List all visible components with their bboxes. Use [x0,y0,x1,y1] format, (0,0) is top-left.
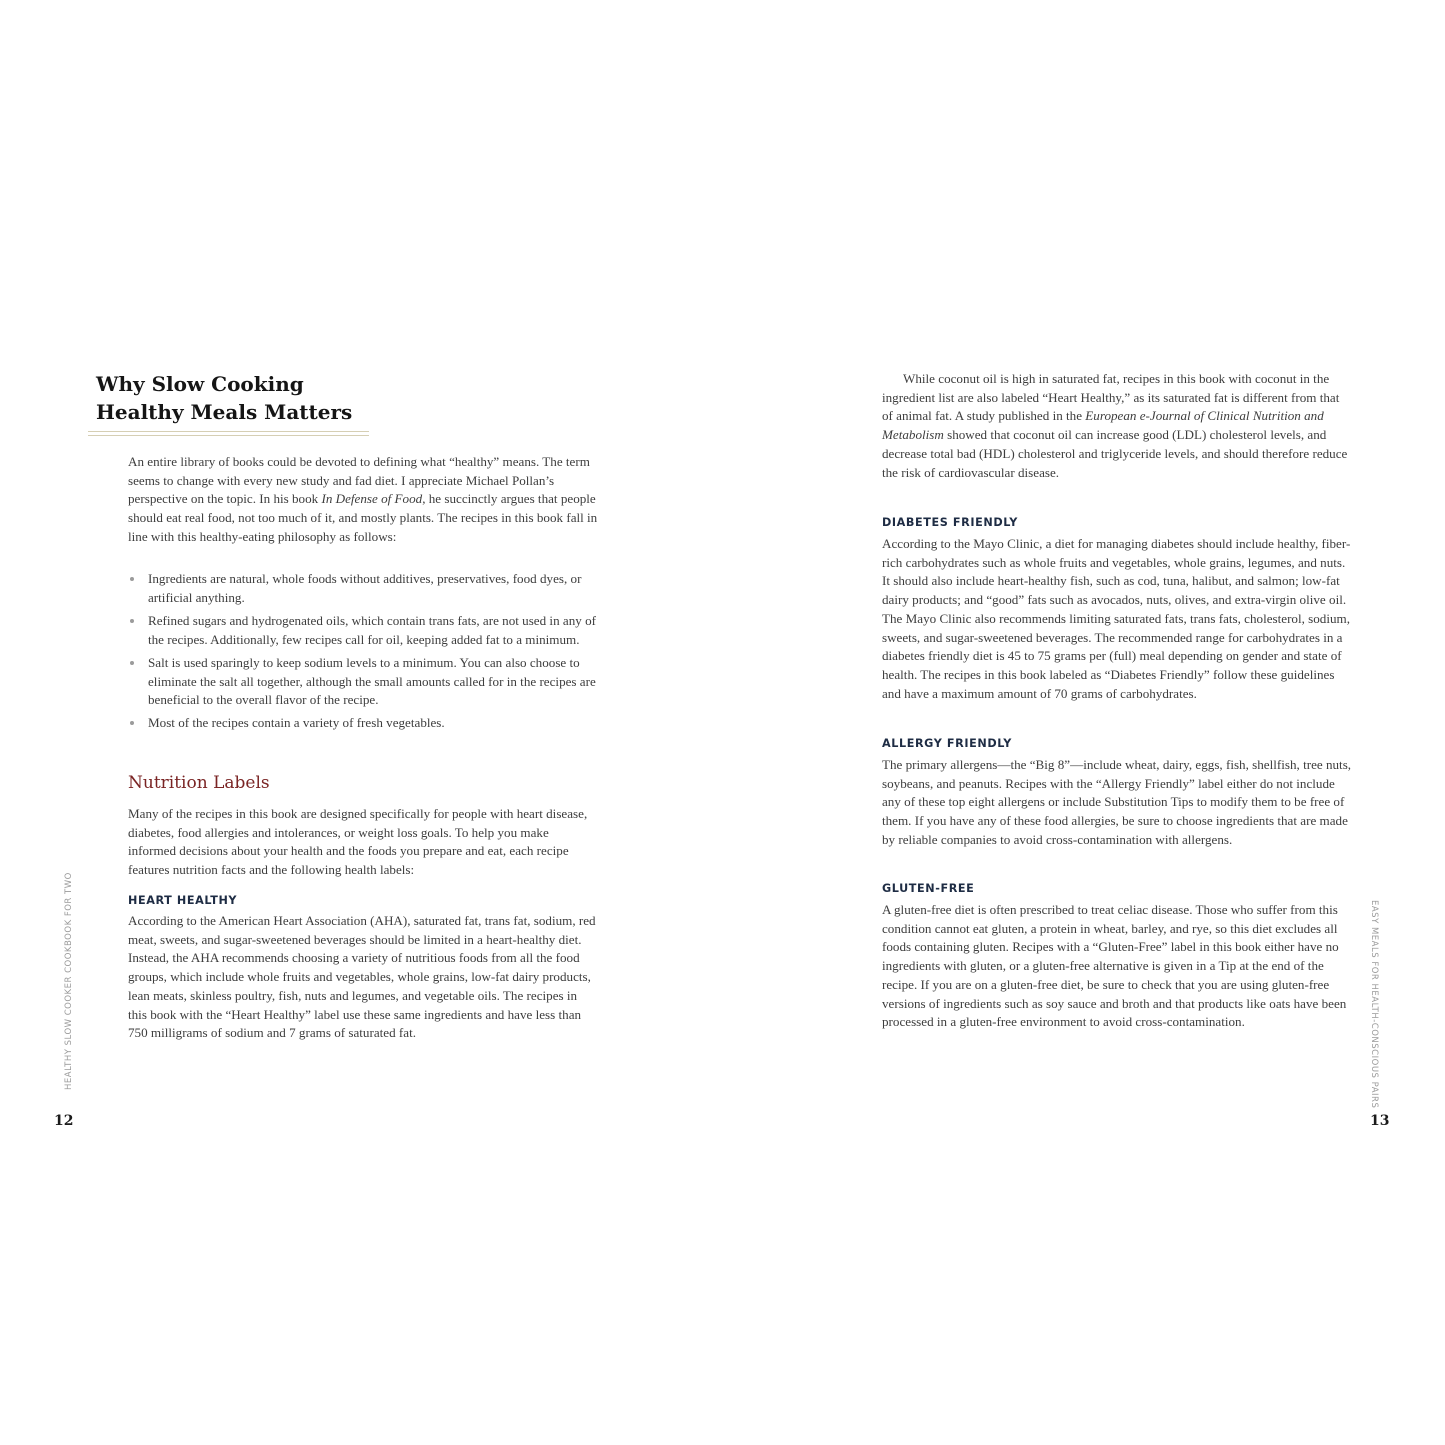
gluten-free-heading: GLUTEN-FREE [882,882,975,895]
list-item: Ingredients are natural, whole foods without additives, preservatives, food dyes, or artificial anything. [128,570,598,607]
principles-list [128,570,598,738]
left-page [0,0,722,1445]
chapter-title [96,370,396,426]
chapter-title-line-1: Why Slow Cooking [96,372,304,396]
nutrition-paragraph: Many of the recipes in this book are designed specifically for people with heart disease, diabetes, food allergies and intolerances, or weight loss goals. To help you make informed decisions about your health and the foods you prepare and eat, each recipe features nutrition facts and the following health labels: [128,806,588,878]
allergy-friendly-heading: ALLERGY FRIENDLY [882,737,1012,750]
list-item: Most of the recipes contain a variety of fresh vegetables. [128,714,598,733]
allergy-friendly-paragraph: The primary allergens—the “Big 8”—include wheat, dairy, eggs, fish, shellfish, tree nuts, soybeans, and peanuts. Recipes with the “Allergy Friendly” label either do not include any of these top eight allergens or include Substitution Tips to modify them to be free of them. If you have any of these food allergies, be sure to choose ingredients that are made by reliable companies to avoid cross-contamination with allergens. [882,757,1352,847]
intro-paragraph: An entire library of books could be devoted to defining what “healthy” means. The term seems to change with every new study and fad diet. I appreciate Michael Pollan’s perspective on the topic. In his book In Defense of Food, he succinctly argues that people should eat real food, not too much of it, and mostly plants. The recipes in this book fall in line with this healthy-eating philosophy as follows: [128,454,598,544]
heart-healthy-heading: HEART HEALTHY [128,894,238,907]
running-head-right: EASY MEALS FOR HEALTH-CONSCIOUS PAIRS [1369,900,1379,1109]
gluten-free-paragraph: A gluten-free diet is often prescribed to treat celiac disease. Those who suffer from this condition cannot eat gluten, a protein in wheat, barley, and rye, so this diet excludes all foods containing gluten. Recipes with a “Gluten-Free” label in this book either have no ingredients with gluten, or a gluten-free alternative is given in a Tip at the end of the recipe. If you are on a gluten-free diet, be sure to check that you are using gluten-free versions of ingredients such as soy sauce and broth and that products like oats have been processed in a gluten-free environment to avoid cross-contamination. [882,902,1347,1030]
page-number-left: 12 [54,1113,74,1129]
diabetes-friendly-paragraph: According to the Mayo Clinic, a diet for managing diabetes should include healthy, fiber-rich carbohydrates such as whole fruits and vegetables, whole grains, legumes, and nuts. It should also include heart-healthy fish, such as cod, tuna, halibut, and salmon; low-fat dairy products; and “good” fats such as avocados, nuts, olives, and extra-virgin olive oil. The Mayo Clinic also recommends limiting saturated fats, trans fats, cholesterol, sodium, sweets, and sugar-sweetened beverages. The recommended range for carbohydrates in a diabetes friendly diet is 45 to 75 grams per (full) meal depending on gender and state of health. The recipes in this book labeled as “Diabetes Friendly” follow these guidelines and have a maximum amount of 70 grams of carbohydrates. [882,536,1351,701]
list-item: Salt is used sparingly to keep sodium levels to a minimum. You can also choose to eliminate the salt all together, although the small amounts called for in the recipes are beneficial to the overall flavor of the recipe. [128,654,598,710]
right-page [722,0,1445,1445]
title-rule [88,431,369,436]
coconut-paragraph: While coconut oil is high in saturated fat, recipes in this book with coconut in the ingredient list are also labeled “Heart Healthy,” as its saturated fat is different from that of animal fat. A study published in the European e-Journal of Clinical Nutrition and Metabolism showed that coconut oil can increase good (LDL) cholesterol levels, and decrease total bad (HDL) cholesterol and triglyceride levels, and should therefore reduce the risk of cardiovascular disease. [882,371,1348,480]
section-title: Nutrition Labels [128,773,270,793]
running-head-left: HEALTHY SLOW COOKER COOKBOOK FOR TWO [64,872,74,1090]
diabetes-friendly-heading: DIABETES FRIENDLY [882,516,1018,529]
heart-healthy-paragraph: According to the American Heart Association (AHA), saturated fat, trans fat, sodium, red meat, sweets, and sugar-sweetened beverages should be limited in a heart-healthy diet. Instead, the AHA recommends choosing a variety of nutritious foods from all the food groups, which include whole fruits and vegetables, whole grains, low-fat dairy products, lean meats, skinless poultry, fish, nuts and legumes, and vegetable oils. The recipes in this book with the “Heart Healthy” label use these same ingredients and have less than 750 milligrams of sodium and 7 grams of saturated fat. [128,913,596,1041]
page-number-right: 13 [1370,1113,1390,1129]
journal-title-italic: European e-Journal of Clinical Nutrition and Metabolism [882,408,1324,443]
chapter-title-line-2: Healthy Meals Matters [96,400,353,424]
list-item: Refined sugars and hydrogenated oils, which contain trans fats, are not used in any of the recipes. Additionally, few recipes call for oil, keeping added fat to a minimum. [128,612,598,649]
book-title-italic: In Defense of Food [321,491,423,507]
